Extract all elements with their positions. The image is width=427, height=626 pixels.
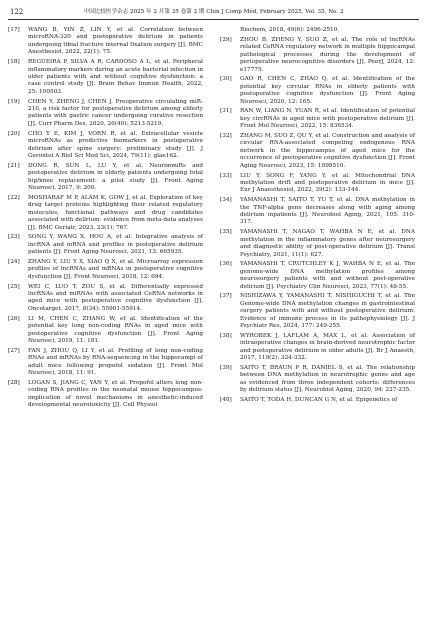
reference-text: WEI C, LUO T, ZOU S, et al. Differentially expressed lncRNAs and miRNAs with associated CeRNA networks in aged mice with postoperative cognitive dysfunction [J]. Oncotarget, 2017, 8(34): 55901-55914. xyxy=(28,283,203,312)
reference-item xyxy=(8,316,203,346)
right-reference-column xyxy=(220,27,415,407)
reference-number: [27] xyxy=(8,347,20,354)
reference-text: REGUEIRA P, SILVA A R, CARDOSO A L, et al. Peripheral inflammatory markers during an acute bacterial infection in older patients with and without cognitive dysfunction: a case control study [J]. Brain Behav Immun Health, 2022, 25: 100503. xyxy=(28,59,203,95)
reference-number: [34] xyxy=(220,197,232,204)
reference-text: LI M, CHEN C, ZHANG W, et al. Identification of the potential key long non-coding RNAs in aged mice with postoperative cognitive dysfunction [J]. Front Aging Neurosci, 2019, 11: 181. xyxy=(28,315,203,344)
reference-number: [36] xyxy=(220,261,232,268)
reference-text: YAMANASHI T, NAGAO T, WAHBA N E, et al. DNA methylation in the inflammatory genes after neurosurgery and diagnostic ability of post-operative delirium [J]. Transl Psychiatry, 2021, 11(1): 627. xyxy=(240,229,415,258)
reference-text: ZHANG M, SUO Z, QU Y, et al. Construction and analysis of circular RNA-associated competing endogenous RNA network in the hippocampus of aged mice for the occurrence of postoperative cognitive dysfunction [J]. Front Aging Neurosci, 2023, 15: 1098510. xyxy=(240,133,415,169)
left-reference-column xyxy=(8,27,203,412)
reference-text: YAMANASHI T, SAITO T, YU T, et al. DNA methylation in the TNF-alpha gene decreases along with aging among delirium inpatients [J]. Neurobiol Aging, 2021, 105: 310-317. xyxy=(240,197,415,226)
reference-text: ZHOU B, ZHENG Y, SUO Z, et al. The role of lncRNAs related CeRNA regulatory network in multiple hippocampal pathological processes during the development of perioperative neurocognitive disorders [J]. PeerJ, 2024, 12: e17775. xyxy=(240,36,415,73)
reference-text: RAN W, LIANG N, YUAN R, et al. Identification of potential key circRNAs in aged mice with postoperative delirium [J]. Front Mol Neurosci, 2022, 15: 836534. xyxy=(240,108,415,130)
reference-text: SAITO T, TODA H, DUNCAN G N, et al. Epigenetics of xyxy=(240,397,398,404)
reference-number: [21] xyxy=(8,162,20,169)
reference-text: WANG B, YIN Z, LIN Y, et al. Correlation between microRNA-320 and postoperative delirium in patients undergoing tibial fracture internal fixation surgery [J]. BMC Anesthesiol, 2022, 22(1): 75. xyxy=(28,27,203,56)
reference-text: Biochem, 2018, 49(6): 2496-2510. xyxy=(240,27,340,33)
reference-number: [20] xyxy=(8,130,20,137)
reference-item xyxy=(220,37,415,74)
reference-item xyxy=(220,173,415,195)
header-divider xyxy=(8,19,419,20)
reference-item xyxy=(8,163,203,193)
reference-number: [29] xyxy=(220,36,232,43)
reference-text: MOSHARAF M P, ALAM K, GOW J, et al. Exploration of key drug target proteins highlighting their related regulatory molecules, functional pathways and drug candidates associated with delirium: evidence from meta-data analyses [J]. BMC Geriatr, 2023, 23(1): 767. xyxy=(28,194,203,231)
reference-item xyxy=(8,284,203,314)
reference-item xyxy=(8,348,203,378)
reference-number: [35] xyxy=(220,229,232,236)
journal-citation-line: 中国比较医学杂志 2025 年 2 月第 35 卷第 2 期 Chin J Comp Med, February 2025, Vol. 35, No. 2 xyxy=(83,9,344,15)
reference-text: CHEN Y, ZHENG J, CHEN J. Preoperative circulating miR-210, a risk factor for postoperative delirium among elderly patients with gastric cancer undergoing curative resection [J]. Curr Pharm Des, 2020, 26(40): 5213-5219. xyxy=(28,98,203,127)
reference-text: SONG Y, WANG X, HOU A, et al. Integrative analysis of lncRNA and mRNA and profiles in postoperative delirium patients [J]. Front Aging Neurosci, 2021, 13: 665935. xyxy=(28,234,203,256)
reference-text: CHO Y E, KIM J, VORN R, et al. Extracellular vesicle microRNAs as predictive biomarkers in postoperative delirium after spine surgery: preliminary study [J]. J Gerontol A Biol Sci Med Sci, 2024, 79(11): glae162. xyxy=(28,130,203,159)
reference-item xyxy=(220,333,415,363)
reference-number: [28] xyxy=(8,379,20,386)
page-number: 122 xyxy=(10,8,24,16)
reference-text: LIU Y, SONG F, YANG Y, et al. Mitochondrial DNA methylation drift and postoperative delirium in mice [J]. Eur J Anaesthesiol, 2022, 39(2): 133-144. xyxy=(240,172,415,194)
reference-item xyxy=(8,59,203,96)
reference-text: SAITO T, BRAUN P R, DANIEL S, et al. The relationship between DNA methylation in neurotrophic genes and age as evidenced from three independent cohorts: differences by delirium status [J]. Neurobiol Aging, 2020, 94: 227-235. xyxy=(240,365,415,394)
reference-number: [26] xyxy=(8,315,20,322)
reference-number: [40] xyxy=(220,397,232,404)
reference-item xyxy=(220,397,415,404)
reference-text: GAO R, CHEN C, ZHAO Q, et al. Identification of the potential key circular RNAs in elderly patients with postoperative cognitive dysfunction [J]. Front Aging Neurosci, 2020, 12: 165. xyxy=(240,76,415,105)
reference-number: [17] xyxy=(8,27,20,33)
reference-item xyxy=(220,229,415,259)
reference-number: [38] xyxy=(220,332,232,339)
reference-item xyxy=(220,293,415,330)
reference-item xyxy=(220,76,415,106)
reference-item xyxy=(8,195,203,232)
reference-item xyxy=(220,27,415,34)
reference-item xyxy=(8,380,203,410)
reference-number: [37] xyxy=(220,293,232,300)
reference-number: [24] xyxy=(8,258,20,265)
running-header xyxy=(8,6,419,18)
reference-text: WYROBEK J, LAFLAM A, MAX L, et al. Association of intraoperative changes in brain-derived neurotrophic factor and postoperative delirium in older adults [J]. Br J Anaesth, 2017, 119(2): 324-332. xyxy=(240,332,415,362)
reference-number: [32] xyxy=(220,133,232,140)
reference-item xyxy=(220,133,415,170)
reference-text: YAMANASHI T, CRUTCHLEY K J, WAHBA N E, et al. The genome-wide DNA methylation profiles among neurosurgery patients with and without post-operative delirium [J]. Psychiatry Clin Neurosci, 2023, 77(1): 48-55. xyxy=(240,261,415,290)
reference-item xyxy=(220,197,415,227)
reference-item xyxy=(8,99,203,129)
reference-item xyxy=(8,131,203,161)
reference-text: DONG R, SUN L, LU Y, et al. NeurimmiRs and postoperative delirium in elderly patients undergoing total hip/knee replacement: a pilot study [J]. Front Aging Neurosci, 2017, 9: 200. xyxy=(28,162,203,191)
reference-text: NISHIZAWA Y, YAMANASHI T, NISHIGUCHI T, et al. The Genome-wide DNA methylation changes in gastrointestinal surgery patients with and without postoperative delirium: Evidence of immune process in its pathophysiology [J]. J Psychiatr Res, 2024, 177: 249-255. xyxy=(240,293,415,330)
reference-text: LOGAN S, JIANG C, YAN Y, et al. Propofol alters long non-coding RNA profiles in the neonatal mouse hippocampus: implication of novel mechanisms in anesthetic-induced developmental neurotoxicity [J]. Cell Physiol xyxy=(28,379,203,409)
reference-text: ZHANG Y, LIU Y X, XIAO Q X, et al. Microarray expression profiles of lncRNAs and mRNAs in postoperative cognitive dysfunction [J]. Front Neurosci, 2018, 12: 694. xyxy=(28,258,203,280)
reference-number: [19] xyxy=(8,98,20,105)
reference-item xyxy=(8,27,203,57)
reference-number: [33] xyxy=(220,172,232,179)
reference-number: [39] xyxy=(220,365,232,372)
reference-number: [25] xyxy=(8,283,20,290)
reference-item xyxy=(8,234,203,256)
reference-number: [22] xyxy=(8,194,20,201)
reference-item xyxy=(220,365,415,395)
reference-number: [23] xyxy=(8,234,20,241)
reference-number: [30] xyxy=(220,76,232,83)
reference-item xyxy=(220,261,415,291)
reference-item xyxy=(220,108,415,130)
reference-number: [18] xyxy=(8,59,20,66)
reference-number: [31] xyxy=(220,108,232,115)
reference-item xyxy=(8,259,203,281)
reference-text: FAN J, ZHOU Q, LI Y, et al. Profiling of long non-coding RNAs and mRNAs by RNA-sequencing in the hippocampi of adult mice following propofol sedation [J]. Front Mol Neurosci, 2018, 11: 91. xyxy=(28,347,203,377)
